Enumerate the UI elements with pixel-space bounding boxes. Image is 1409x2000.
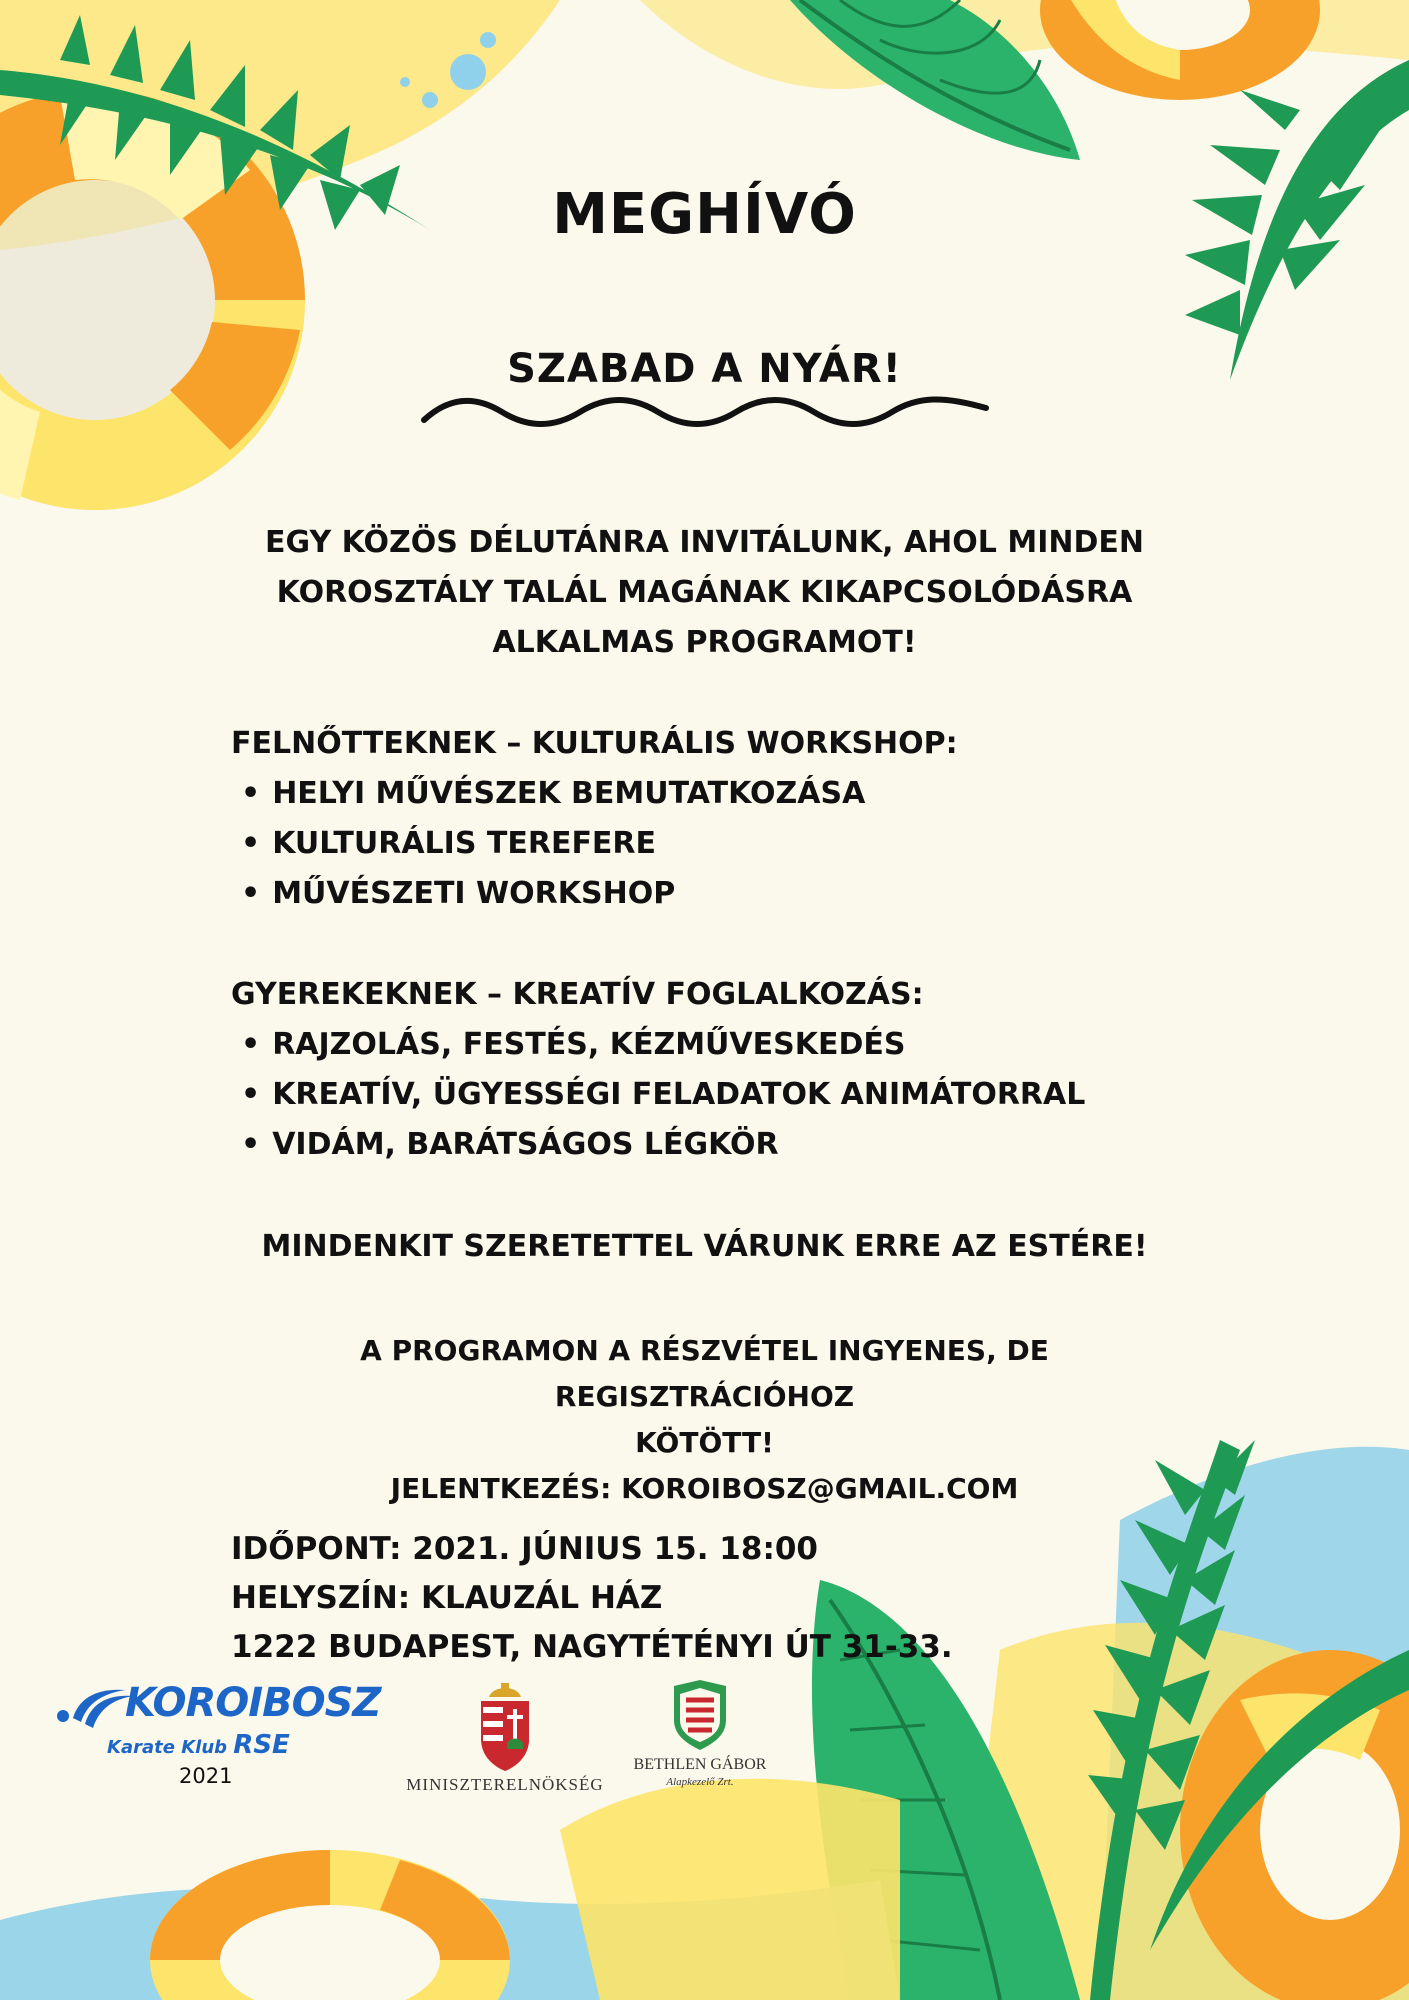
bubble [422, 92, 438, 108]
bubble [480, 32, 496, 48]
intro-text: EGY KÖZÖS DÉLUTÁNRA INVITÁLUNK, AHOL MINDEN KOROSZTÁLY TALÁL MAGÁNAK KIKAPCSOLÓDÁSRA ALKALMAS PROGRAMOT! [265, 525, 1144, 660]
bethlen-sub: Alapkezelő Zrt. [666, 1776, 734, 1788]
swim-ring-top-right [1040, 0, 1320, 100]
registration-block [210, 1328, 1199, 1512]
registration-email[interactable]: JELENTKEZÉS: KOROIBOSZ@GMAIL.COM [390, 1472, 1019, 1505]
bottom-left-decor [0, 1779, 900, 2000]
koroibosz-sub: Karate Klub RSE [107, 1730, 290, 1760]
event-time: IDŐPONT: 2021. JÚNIUS 15. 18:00 [231, 1531, 818, 1567]
list-item: • RAJZOLÁS, FESTÉS, KÉZMŰVESKEDÉS [231, 1020, 1085, 1070]
children-heading: GYEREKEKNEK – KREATÍV FOGLALKOZÁS: [231, 977, 924, 1012]
registration-line: A PROGRAMON A RÉSZVÉTEL INGYENES, DE REGISZTRÁCIÓHOZ [360, 1334, 1049, 1413]
bethlen-name: BETHLEN GÁBOR [633, 1756, 767, 1773]
koroibosz-year: 2021 [179, 1764, 233, 1788]
koroibosz-logo [55, 1680, 381, 1800]
ministry-logo [400, 1683, 610, 1803]
event-address: 1222 BUDAPEST, NAGYTÉTÉNYI ÚT 31-33. [231, 1629, 953, 1665]
event-venue: HELYSZÍN: KLAUZÁL HÁZ [231, 1580, 663, 1616]
event-details [231, 1525, 953, 1672]
children-section [231, 970, 1085, 1170]
page-title: MEGHÍVÓ [552, 182, 857, 247]
bubble [400, 77, 410, 87]
adults-heading: FELNŐTTEKNEK – KULTURÁLIS WORKSHOP: [231, 726, 958, 761]
bethlen-shield-icon [670, 1680, 730, 1750]
coat-of-arms-icon [475, 1683, 535, 1773]
welcome-text: MINDENKIT SZERETETTEL VÁRUNK ERRE AZ ESTÉRE! [261, 1229, 1148, 1264]
list-item: • KULTURÁLIS TEREFERE [231, 819, 958, 869]
bethlen-gabor-logo [630, 1680, 770, 1800]
page-subtitle: SZABAD A NYÁR! [507, 346, 902, 392]
list-item: • HELYI MŰVÉSZEK BEMUTATKOZÁSA [231, 769, 958, 819]
list-item: • MŰVÉSZETI WORKSHOP [231, 869, 958, 919]
ministry-name: MINISZTERELNÖKSÉG [406, 1775, 604, 1794]
koroibosz-brand: KOROIBOSZ [125, 1680, 381, 1726]
list-item: • VIDÁM, BARÁTSÁGOS LÉGKÖR [231, 1120, 1085, 1170]
bubble [450, 54, 486, 90]
wave-divider [420, 390, 990, 434]
list-item: • KREATÍV, ÜGYESSÉGI FELADATOK ANIMÁTORRAL [231, 1070, 1085, 1120]
registration-line: KÖTÖTT! [635, 1426, 774, 1459]
adults-section [231, 719, 958, 919]
